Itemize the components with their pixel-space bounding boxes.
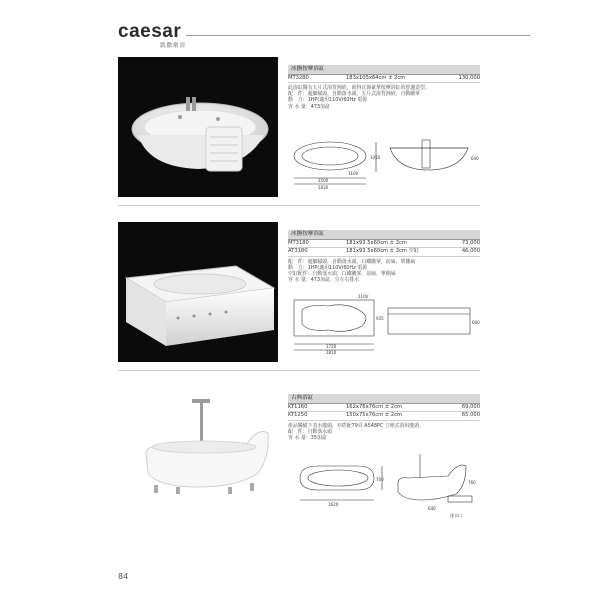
note-line: 配 件：超細膩頭，自動落水頭，五片式浴背蝕嵌，自動騰掌 [288, 91, 421, 98]
dim-side: 600 [472, 320, 480, 325]
model-code: MT3180 [288, 240, 309, 246]
note-line: 配 件：超細膩頭，自動落水頭，白鐵騰掌，前扁，單側扁 [288, 258, 416, 265]
spec-notes [288, 85, 480, 109]
spec-panel-1 [288, 65, 480, 110]
dim-length: 1830 [318, 185, 329, 190]
section-divider [118, 370, 480, 371]
series-title: 冰撫按摩浴缸 [288, 65, 480, 75]
dim-width: 760 [376, 477, 384, 482]
model-price: 69,000 [461, 404, 480, 410]
technical-drawing-2 [288, 292, 480, 354]
model-row [288, 404, 480, 412]
brand-logo [118, 22, 186, 49]
model-code: MT3280 [288, 75, 309, 81]
section-divider [118, 205, 480, 206]
series-title: 冰撫按摩浴缸 [288, 230, 480, 240]
note-line: 此浴缸獨有五片式浴背蝕嵌，嵌得宜與豪華按摩浴缸的舒適造型。 [288, 85, 430, 92]
technical-drawing-1 [288, 130, 480, 190]
model-price: 65,000 [461, 412, 480, 419]
page-number: 84 [118, 572, 129, 581]
brand-wordmark: caesar [118, 21, 182, 42]
model-code: KT1250 [288, 412, 308, 419]
dim-height: 760 [468, 480, 476, 485]
dim-pipe: 110V [348, 171, 359, 176]
brand-chinese-name: 凱撒衛浴 [160, 43, 187, 49]
spec-panel-3 [288, 394, 480, 441]
note-line: 容 水 量：473加侖，分左右排水 [288, 276, 360, 283]
note-line: 動 力：1HP(適用110V/60Hz 電源 [288, 264, 368, 271]
model-dimensions: 162x76x76cm ± 2cm [346, 404, 402, 410]
dim-pipe: 110V [358, 294, 369, 299]
dim-drain: 640 [428, 506, 436, 511]
drain-label: 排水口 [450, 513, 462, 518]
note-line: 產品獨備下表水龍頭，亦搭配79頁 A548PC 立地式浴用龍頭。 [288, 422, 424, 429]
model-dimensions: 181x93.5x60cm ± 2cm [346, 240, 407, 246]
spec-notes [288, 423, 480, 441]
dim-width: 935 [376, 316, 384, 321]
model-price: 46,000 [461, 248, 480, 255]
spec-notes [288, 259, 480, 283]
dim-length: 1810 [326, 350, 337, 354]
dim-length: 1620 [328, 502, 339, 507]
model-price: 130,000 [458, 75, 480, 81]
dim-inner: 1500 [318, 178, 329, 183]
model-dimensions: 181x93.5x60cm ± 2cm 空缸 [346, 248, 419, 255]
dim-inner: 1720 [326, 344, 337, 349]
note-line: 容 水 量：35加侖 [288, 434, 327, 441]
product-photo-oval-massage-tub [118, 57, 278, 197]
note-line: 動 力：1HP(適用110V/60Hz 電源 [288, 97, 368, 104]
model-row [288, 248, 480, 256]
note-line: 容 水 量：473加侖 [288, 103, 330, 110]
model-row [288, 412, 480, 420]
model-row [288, 75, 480, 83]
product-photo-clawfoot-tub [118, 387, 278, 527]
model-dimensions: 150x75x76cm ± 2cm [346, 412, 402, 419]
technical-drawing-3 [288, 448, 480, 520]
note-line: 空缸配件：自動落水頭，白鐵騰掌，前扁，單側扁 [288, 270, 396, 277]
model-code: AT3180 [288, 248, 308, 255]
dim-side: 640 [471, 156, 479, 161]
series-title: 古典浴缸 [288, 394, 480, 404]
model-price: 73,000 [461, 240, 480, 246]
product-photo-rectangular-massage-tub [118, 222, 278, 362]
spec-panel-2 [288, 230, 480, 283]
note-line: 配 件：自動落水頭 [288, 428, 333, 435]
dim-width: 1050 [370, 155, 381, 160]
header-divider [186, 35, 530, 36]
model-dimensions: 183x105x64cm ± 2cm [346, 75, 406, 81]
model-code: KT1160 [288, 404, 308, 410]
